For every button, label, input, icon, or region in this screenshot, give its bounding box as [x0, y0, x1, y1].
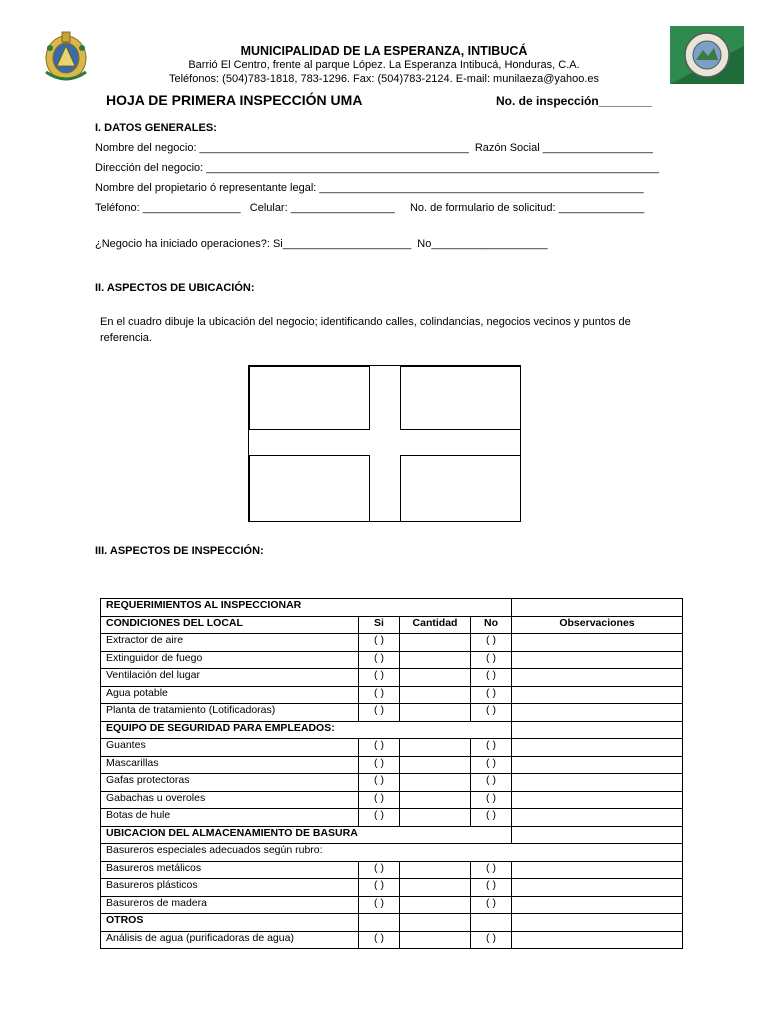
item-label: Extractor de aire [101, 634, 359, 652]
cantidad-cell[interactable] [400, 651, 471, 669]
no-checkbox[interactable]: ( ) [471, 669, 512, 687]
table-row [101, 931, 683, 949]
group-safety-equipment: EQUIPO DE SEGURIDAD PARA EMPLEADOS: [101, 721, 512, 739]
cantidad-cell[interactable] [400, 686, 471, 704]
waste-storage-subtitle: Basureros especiales adecuados según rubro: [101, 844, 683, 862]
item-label: Análisis de agua (purificadoras de agua) [101, 931, 359, 949]
si-checkbox[interactable]: ( ) [359, 634, 400, 652]
cantidad-cell[interactable] [400, 704, 471, 722]
item-label: Guantes [101, 739, 359, 757]
cantidad-cell[interactable] [400, 739, 471, 757]
observaciones-cell[interactable] [512, 704, 683, 722]
col-no: No [471, 616, 512, 634]
item-label: Extinguidor de fuego [101, 651, 359, 669]
si-checkbox[interactable]: ( ) [359, 739, 400, 757]
table-row [101, 879, 683, 897]
no-checkbox[interactable]: ( ) [471, 879, 512, 897]
item-label: Agua potable [101, 686, 359, 704]
observaciones-cell[interactable] [512, 879, 683, 897]
observaciones-cell[interactable] [512, 669, 683, 687]
section-general-data-title: I. DATOS GENERALES: [95, 122, 217, 134]
si-checkbox[interactable]: ( ) [359, 809, 400, 827]
table-column-header-row [101, 616, 683, 634]
no-checkbox[interactable]: ( ) [471, 704, 512, 722]
section-location-title: II. ASPECTOS DE UBICACIÓN: [95, 282, 255, 294]
table-row [101, 756, 683, 774]
observaciones-cell[interactable] [512, 774, 683, 792]
table-row [101, 669, 683, 687]
business-address-field[interactable]: Dirección del negocio: __________________________________________________________________________ [95, 162, 659, 174]
no-checkbox[interactable]: ( ) [471, 651, 512, 669]
table-row [101, 704, 683, 722]
table-row [101, 686, 683, 704]
col-si: Si [359, 616, 400, 634]
no-checkbox[interactable]: ( ) [471, 861, 512, 879]
organization-contact: Teléfonos: (504)783-1818, 783-1296. Fax: (504)783-2124. E-mail: munilaeza@yahoo.es [168, 73, 600, 85]
owner-name-field[interactable]: Nombre del propietario ó representante legal: _____________________________________________________ [95, 182, 644, 194]
item-label: Basureros de madera [101, 896, 359, 914]
cantidad-cell[interactable] [400, 634, 471, 652]
group-header-row [101, 914, 683, 932]
item-label: Mascarillas [101, 756, 359, 774]
block-bottom-left [249, 455, 370, 522]
cantidad-cell[interactable] [400, 774, 471, 792]
observaciones-cell[interactable] [512, 931, 683, 949]
si-checkbox[interactable]: ( ) [359, 931, 400, 949]
table-row [101, 739, 683, 757]
observaciones-cell[interactable] [512, 686, 683, 704]
table-row [101, 809, 683, 827]
no-checkbox[interactable]: ( ) [471, 931, 512, 949]
col-observaciones: Observaciones [512, 616, 683, 634]
si-checkbox[interactable]: ( ) [359, 651, 400, 669]
no-checkbox[interactable]: ( ) [471, 634, 512, 652]
si-checkbox[interactable]: ( ) [359, 704, 400, 722]
business-name-field[interactable]: Nombre del negocio: ____________________________________________ Razón Social __________________ [95, 142, 653, 154]
no-checkbox[interactable]: ( ) [471, 896, 512, 914]
group-others: OTROS [101, 914, 359, 932]
form-title: HOJA DE PRIMERA INSPECCIÓN UMA [106, 92, 363, 108]
si-checkbox[interactable]: ( ) [359, 756, 400, 774]
observaciones-cell[interactable] [512, 896, 683, 914]
observaciones-cell[interactable] [512, 809, 683, 827]
no-checkbox[interactable]: ( ) [471, 686, 512, 704]
cantidad-cell[interactable] [400, 791, 471, 809]
si-checkbox[interactable]: ( ) [359, 669, 400, 687]
no-checkbox[interactable]: ( ) [471, 774, 512, 792]
no-checkbox[interactable]: ( ) [471, 739, 512, 757]
cantidad-cell[interactable] [400, 879, 471, 897]
table-row [101, 861, 683, 879]
observaciones-cell[interactable] [512, 861, 683, 879]
block-bottom-right [400, 455, 521, 522]
observaciones-cell[interactable] [512, 739, 683, 757]
inspection-table [100, 598, 683, 949]
table-row [101, 791, 683, 809]
si-checkbox[interactable]: ( ) [359, 896, 400, 914]
group-header-row [101, 721, 683, 739]
table-row [101, 651, 683, 669]
item-label: Ventilación del lugar [101, 669, 359, 687]
cantidad-cell[interactable] [400, 809, 471, 827]
cantidad-cell[interactable] [400, 861, 471, 879]
location-instructions: En el cuadro dibuje la ubicación del negocio; identificando calles, colindancias, negocios vecinos y puntos de referencia. [100, 316, 631, 344]
observaciones-cell[interactable] [512, 634, 683, 652]
group-header-row [101, 826, 683, 844]
organization-name: MUNICIPALIDAD DE LA ESPERANZA, INTIBUCÁ [240, 44, 528, 58]
cantidad-cell[interactable] [400, 931, 471, 949]
item-label: Basureros plásticos [101, 879, 359, 897]
table-row [101, 896, 683, 914]
item-label: Gabachas u overoles [101, 791, 359, 809]
table-row [101, 774, 683, 792]
observaciones-cell[interactable] [512, 651, 683, 669]
block-top-left [249, 366, 370, 430]
item-label: Gafas protectoras [101, 774, 359, 792]
cantidad-cell[interactable] [400, 756, 471, 774]
operations-started-field[interactable]: ¿Negocio ha iniciado operaciones?: Si_____________________ No___________________ [95, 238, 548, 250]
si-checkbox[interactable]: ( ) [359, 774, 400, 792]
block-top-right [400, 366, 521, 430]
si-checkbox[interactable]: ( ) [359, 686, 400, 704]
item-label: Planta de tratamiento (Lotificadoras) [101, 704, 359, 722]
section-inspection-title: III. ASPECTOS DE INSPECCIÓN: [95, 545, 264, 557]
no-checkbox[interactable]: ( ) [471, 809, 512, 827]
requirements-header: REQUERIMIENTOS AL INSPECCIONAR [101, 599, 512, 617]
observaciones-cell[interactable] [512, 756, 683, 774]
cantidad-cell[interactable] [400, 896, 471, 914]
organization-address: Barrió El Centro, frente al parque López. La Esperanza Intibucá, Honduras, C.A. [188, 59, 580, 71]
si-checkbox[interactable]: ( ) [359, 879, 400, 897]
si-checkbox[interactable]: ( ) [359, 861, 400, 879]
item-label: Botas de hule [101, 809, 359, 827]
phone-fields[interactable]: Teléfono: ________________ Celular: _________________ No. de formulario de solicitud: ______________ [95, 202, 645, 214]
group-local-conditions: CONDICIONES DEL LOCAL [101, 616, 359, 634]
observaciones-cell[interactable] [512, 791, 683, 809]
inspection-number-field[interactable]: No. de inspección________ [496, 94, 653, 108]
col-cantidad: Cantidad [400, 616, 471, 634]
no-checkbox[interactable]: ( ) [471, 791, 512, 809]
no-checkbox[interactable]: ( ) [471, 756, 512, 774]
item-label: Basureros metálicos [101, 861, 359, 879]
table-row [101, 634, 683, 652]
cantidad-cell[interactable] [400, 669, 471, 687]
table-header-row [101, 599, 683, 617]
group-waste-storage: UBICACION DEL ALMACENAMIENTO DE BASURA [101, 826, 512, 844]
table-row [101, 844, 683, 862]
si-checkbox[interactable]: ( ) [359, 791, 400, 809]
